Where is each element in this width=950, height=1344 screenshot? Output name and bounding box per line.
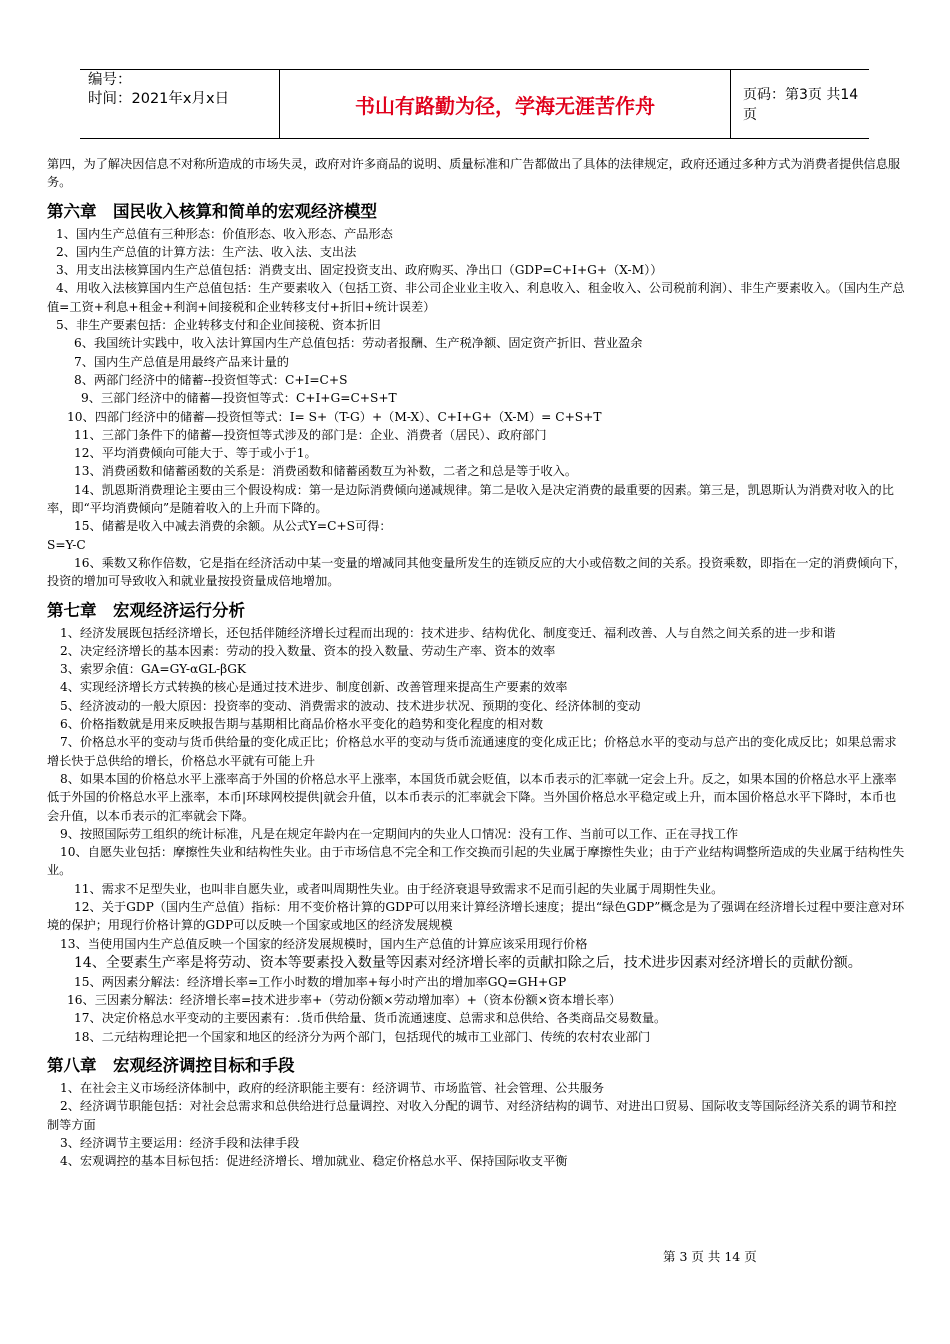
chapter-8-title: 第八章 宏观经济调控目标和手段 [47,1056,295,1076]
ch7-item-17: 17、决定价格总水平变动的主要因素有：.货币供给量、货币流通速度、总需求和总供给、各类商品交易数量。 [74,1011,667,1026]
ch7-item-13: 13、当使用国内生产总值反映一个国家的经济发展规模时，国内生产总值的计算应该采用现行价格 [60,936,588,951]
ch6-item-1: 1、国内生产总值有三种形态：价值形态、收入形态、产品形态 [56,226,393,241]
ch7-item-4: 4、实现经济增长方式转换的核心是通过技术进步、制度创新、改善管理来提高生产要素的效率 [60,680,568,695]
intro-paragraph: 第四，为了解决因信息不对称所造成的市场失灵，政府对许多商品的说明、质量标准和广告都做出了具体的法律规定，政府还通过多种方式为消费者提供信息服务。 [47,157,901,190]
ch6-item-8: 8、两部门经济中的储蓄--投资恒等式：C+I=C+S [74,372,348,387]
chapter-7-title: 第七章 宏观经济运行分析 [47,600,245,620]
ch7-item-10: 10、自愿失业包括：摩擦性失业和结构性失业。由于市场信息不完全和工作交换而引起的失业属于摩擦性失业；由于产业结构调整所造成的失业属于结构性失业。 [47,845,905,878]
time-label: 时间：2021年x月x日 [88,91,230,107]
ch6-item-14: 14、凯恩斯消费理论主要由三个假设构成：第一是边际消费倾向递减规律。第二是收入是决定消费的最重要的因素。第三是，凯恩斯认为消费对收入的比率，即“平均消费倾向”是随着收入的上升而下降的。 [47,482,894,516]
ch7-item-15: 15、两因素分解法：经济增长率=工作小时数的增加率+每小时产出的增加率GQ=GH+GP [74,974,567,989]
ch6-item-5: 5、非生产要素包括：企业转移支付和企业间接税、资本折旧 [56,318,381,333]
page-header [80,69,869,139]
ch6-item-3: 3、用支出法核算国内生产总值包括：消费支出、固定投资支出、政府购买、净出口（GDP=C+I+G+（X-M）） [56,263,663,278]
ch7-item-16: 16、三因素分解法：经济增长率=技术进步率+（劳动份额×劳动增加率）+（资本份额×资本增长率） [67,993,622,1008]
header-meta [80,70,280,138]
ch7-item-6: 6、价格指数就是用来反映报告期与基期相比商品价格水平变化的趋势和变化程度的相对数 [60,717,544,732]
ch6-item-4: 4、用收入法核算国内生产总值包括：生产要素收入（包括工资、非公司企业业主收入、利息收入、租金收入、公司税前利润）、非生产要素收入。（国内生产总值=工资+利息+租金+利润+间接税和企业转移支付+折旧+统计误差） [47,281,905,314]
chapter-6-title: 第六章 国民收入核算和简单的宏观经济模型 [47,201,377,221]
ch6-formula: S=Y-C [47,537,86,552]
page-footer: 第 3 页 共 14 页 [663,1249,757,1264]
ch7-item-2: 2、决定经济增长的基本因素：劳动的投入数量、资本的投入数量、劳动生产率、资本的效率 [60,643,556,658]
ch6-item-10: 10、四部门经济中的储蓄—投资恒等式：I= S+（T-G）+（M-X）、C+I+G+（X-M）= C+S+T [67,409,602,424]
ch6-item-15: 15、储蓄是收入中减去消费的余额。从公式Y=C+S可得： [74,519,392,534]
ch6-item-7: 7、国内生产总值是用最终产品来计量的 [74,354,289,369]
ch7-item-1: 1、经济发展既包括经济增长，还包括伴随经济增长过程而出现的：技术进步、结构优化、制度变迁、福利改善、人与自然之间关系的进一步和谐 [60,625,836,640]
ch8-item-4: 4、宏观调控的基本目标包括：促进经济增长、增加就业、稳定价格总水平、保持国际收支平衡 [60,1154,568,1169]
ch7-item-8: 8、如果本国的价格总水平上涨率高于外国的价格总水平上涨率，本国货币就会贬值，以本币表示的汇率就一定会上升。反之，如果本国的价格总水平上涨率低于外国的价格总水平上涨率，本币|环球网校提供|就会升值，以本币表示的汇率就会下降。当外国价格总水平稳定或上升，而本国价格总水平下降时，本币也会升值，以本币表示的汇率就会下降。 [47,771,897,823]
ch6-item-12: 12、平均消费倾向可能大于、等于或小于1。 [74,446,317,461]
ch7-item-7: 7、价格总水平的变动与货币供给量的变化成正比；价格总水平的变动与货币流通速度的变化成正比；价格总水平的变动与总产出的变化成反比；如果总需求增长快于总供给的增长，价格总水平就有可能上升 [47,735,897,768]
ch8-item-3: 3、经济调节主要运用：经济手段和法律手段 [60,1135,300,1150]
ch7-item-9: 9、按照国际劳工组织的统计标准，凡是在规定年龄内在一定期间内的失业人口情况：没有工作、当前可以工作、正在寻找工作 [60,826,739,841]
ch7-item-11: 11、需求不足型失业，也叫非自愿失业，或者叫周期性失业。由于经济衰退导致需求不足而引起的失业属于周期性失业。 [74,881,724,896]
ch7-item-12: 12、关于GDP（国内生产总值）指标：用不变价格计算的GDP可以用来计算经济增长速度；提出“绿色GDP”概念是为了强调在经济增长过程中要注意对环境的保护；用现行价格计算的GDP可以反映一个国家或地区的经济发展规模 [47,899,905,933]
ch8-item-2: 2、经济调节职能包括：对社会总需求和总供给进行总量调控、对收入分配的调节、对经济结构的调节、对进出口贸易、国际收支等国际经济关系的调节和控制等方面 [47,1099,897,1132]
ch8-item-1: 1、在社会主义市场经济体制中，政府的经济职能主要有：经济调节、市场监管、社会管理、公共服务 [60,1081,605,1096]
ch7-item-18: 18、二元结构理论把一个国家和地区的经济分为两个部门，包括现代的城市工业部门、传统的农村农业部门 [74,1029,651,1044]
ch6-item-9: 9、三部门经济中的储蓄—投资恒等式：C+I+G=C+S+T [81,391,397,406]
ch6-item-16: 16、乘数又称作倍数，它是指在经济活动中某一变量的增减同其他变量所发生的连锁反应的大小或倍数之间的关系。投资乘数，即指在一定的消费倾向下，投资的增加可导致收入和就业量按投资量成倍地增加。 [47,555,907,589]
document-body [47,155,907,1171]
code-label: 编号： [88,72,132,88]
ch6-item-6: 6、我国统计实践中，收入法计算国内生产总值包括：劳动者报酬、生产税净额、固定资产折旧、营业盈余 [74,336,643,351]
header-page-label: 页码：第3页 共14页 [743,87,859,123]
ch6-item-13: 13、消费函数和储蓄函数的关系是：消费函数和储蓄函数互为补数，二者之和总是等于收入。 [74,464,578,479]
ch7-item-14: 14、全要素生产率是将劳动、资本等要素投入数量等因素对经济增长率的贡献扣除之后，技术进步因素对经济增长的贡献份额。 [74,954,862,971]
ch7-item-5: 5、经济波动的一般大原因：投资率的变动、消费需求的波动、技术进步状况、预期的变化、经济体制的变动 [60,698,641,713]
ch6-item-2: 2、国内生产总值的计算方法：生产法、收入法、支出法 [56,244,357,259]
ch6-item-11: 11、三部门条件下的储蓄—投资恒等式涉及的部门是：企业、消费者（居民）、政府部门 [74,427,547,442]
header-motto: 书山有路勤为径，学海无涯苦作舟 [280,70,731,138]
ch7-item-3: 3、索罗余值：GA=GY-αGL-βGK [60,662,247,677]
